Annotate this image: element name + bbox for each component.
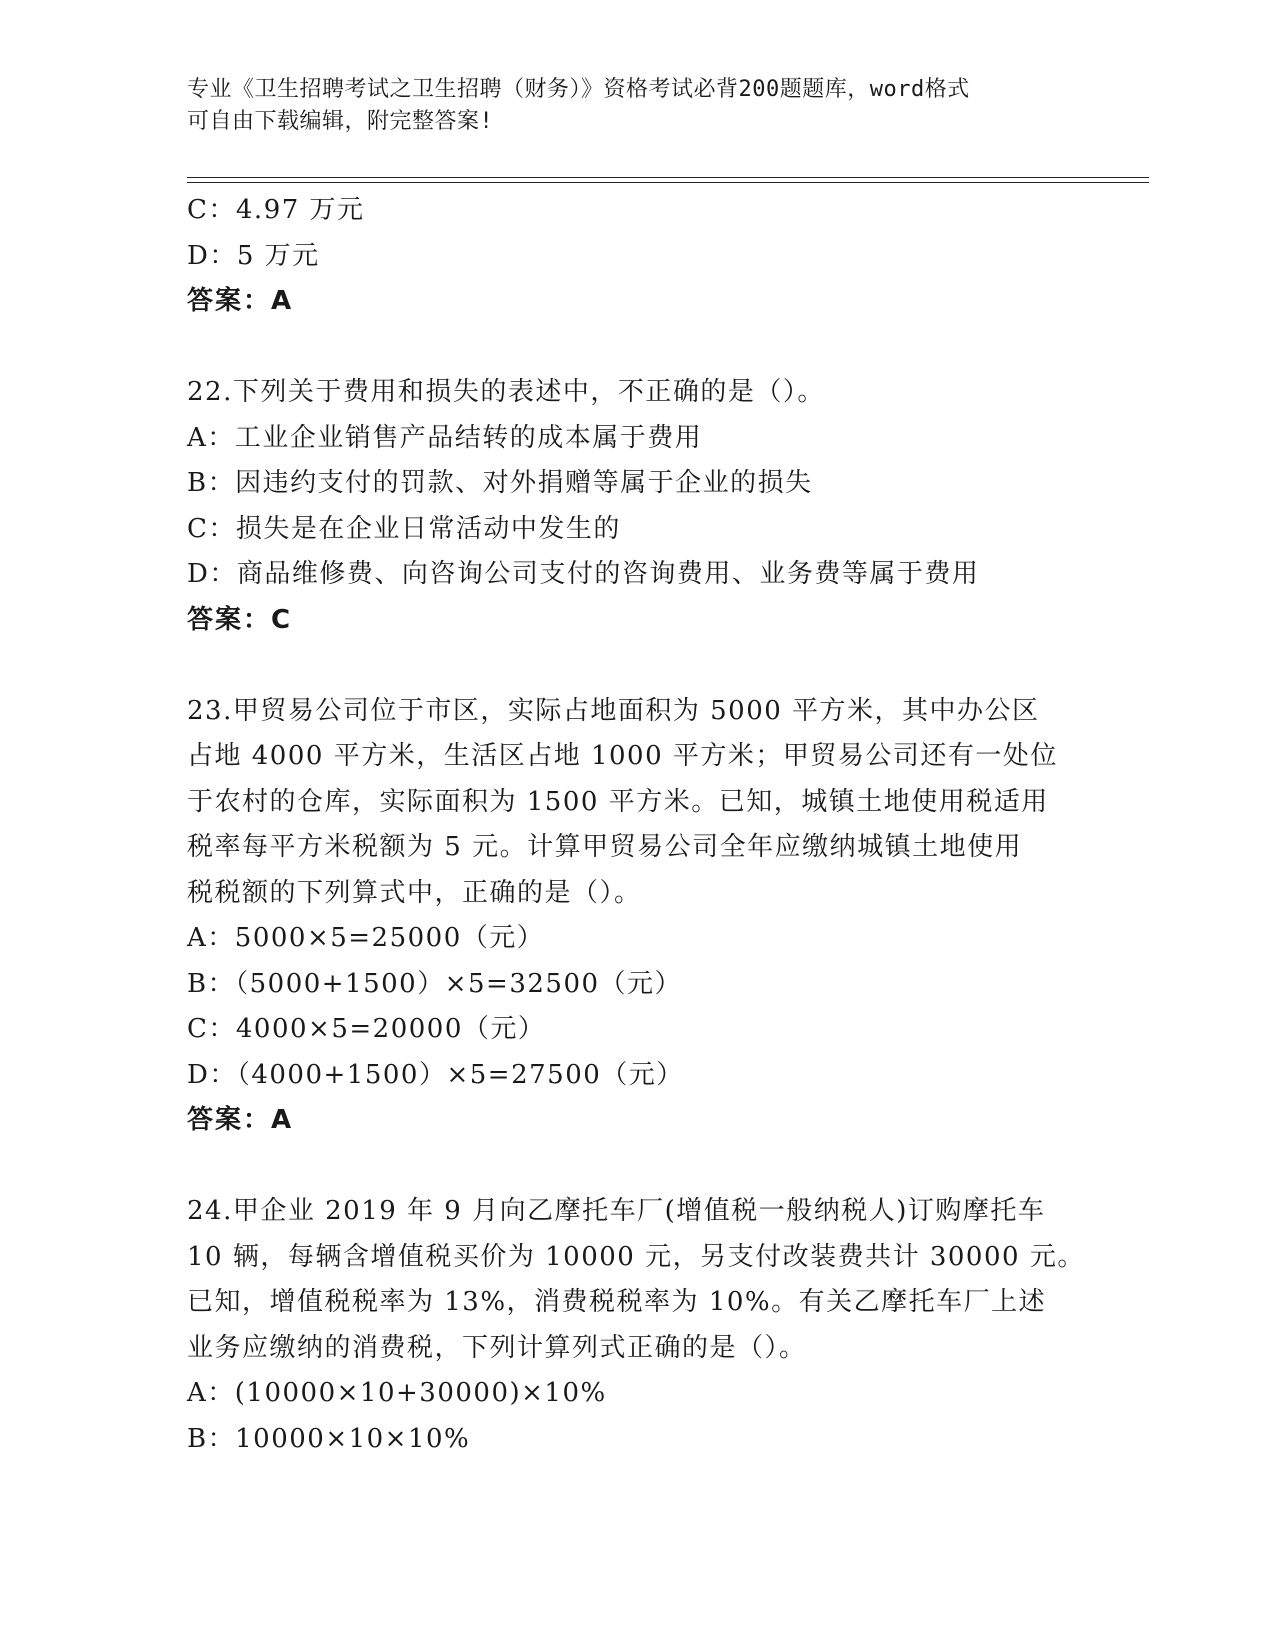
- option-a: A：5000×5=25000（元）: [187, 923, 545, 953]
- previous-question-tail: [187, 188, 1087, 325]
- spacer: [187, 1144, 1087, 1190]
- question-22: [187, 370, 1087, 643]
- spacer: [187, 643, 1087, 689]
- header-title-line-2: 可自由下载编辑，附完整答案!: [187, 109, 494, 134]
- header-title-line-1: 专业《卫生招聘考试之卫生招聘（财务）》资格考试必背200题题库，word格式: [187, 77, 970, 102]
- question-stem-line-4: 业务应缴纳的消费税，下列计算列式正确的是（）。: [187, 1332, 807, 1363]
- option-c: C：4.97 万元: [187, 195, 365, 225]
- question-24: [187, 1189, 1087, 1462]
- spacer: [187, 325, 1087, 371]
- question-23: [187, 689, 1087, 1144]
- question-stem-line-3: 于农村的仓库，实际面积为 1500 平方米。已知，城镇土地使用税适用: [187, 786, 1049, 817]
- answer-line: 答案：A: [187, 286, 294, 316]
- option-d: D：（4000+1500）×5=27500（元）: [187, 1059, 684, 1090]
- question-stem-line-3: 已知，增值税税率为 13%，消费税税率为 10%。有关乙摩托车厂上述: [187, 1287, 1047, 1317]
- question-stem-line-4: 税率每平方米税额为 5 元。计算甲贸易公司全年应缴纳城镇土地使用: [187, 832, 1023, 862]
- question-stem-line-5: 税税额的下列算式中，正确的是（）。: [187, 877, 642, 908]
- option-d: D：5 万元: [187, 240, 320, 271]
- question-stem-line-2: 10 辆，每辆含增值税买价为 10000 元，另支付改装费共计 30000 元。: [187, 1241, 1085, 1272]
- option-b: B：因违约支付的罚款、对外捐赠等属于企业的损失: [187, 468, 813, 498]
- option-b: B：（5000+1500）×5=32500（元）: [187, 968, 683, 999]
- option-b: B：10000×10×10%: [187, 1423, 471, 1454]
- option-c: C：4000×5=20000（元）: [187, 1014, 546, 1044]
- answer-line: 答案：A: [187, 1105, 294, 1135]
- header-divider-top: [187, 177, 1149, 178]
- document-header: [187, 74, 1067, 138]
- option-c: C：损失是在企业日常活动中发生的: [187, 513, 621, 544]
- question-stem: 22.下列关于费用和损失的表述中，不正确的是（）。: [187, 377, 825, 407]
- question-stem-line-2: 占地 4000 平方米，生活区占地 1000 平方米；甲贸易公司还有一处位: [187, 741, 1058, 771]
- question-content: [187, 188, 1087, 1462]
- question-stem-line-1: 24.甲企业 2019 年 9 月向乙摩托车厂(增值税一般纳税人)订购摩托车: [187, 1196, 1046, 1226]
- question-stem-line-1: 23.甲贸易公司位于市区，实际占地面积为 5000 平方米，其中办公区: [187, 695, 1040, 726]
- answer-line: 答案：C: [187, 604, 293, 635]
- option-a: A：(10000×10+30000)×10%: [187, 1378, 607, 1408]
- header-divider-bottom: [187, 182, 1149, 183]
- option-a: A：工业企业销售产品结转的成本属于费用: [187, 422, 703, 453]
- option-d: D：商品维修费、向咨询公司支付的咨询费用、业务费等属于费用: [187, 559, 980, 589]
